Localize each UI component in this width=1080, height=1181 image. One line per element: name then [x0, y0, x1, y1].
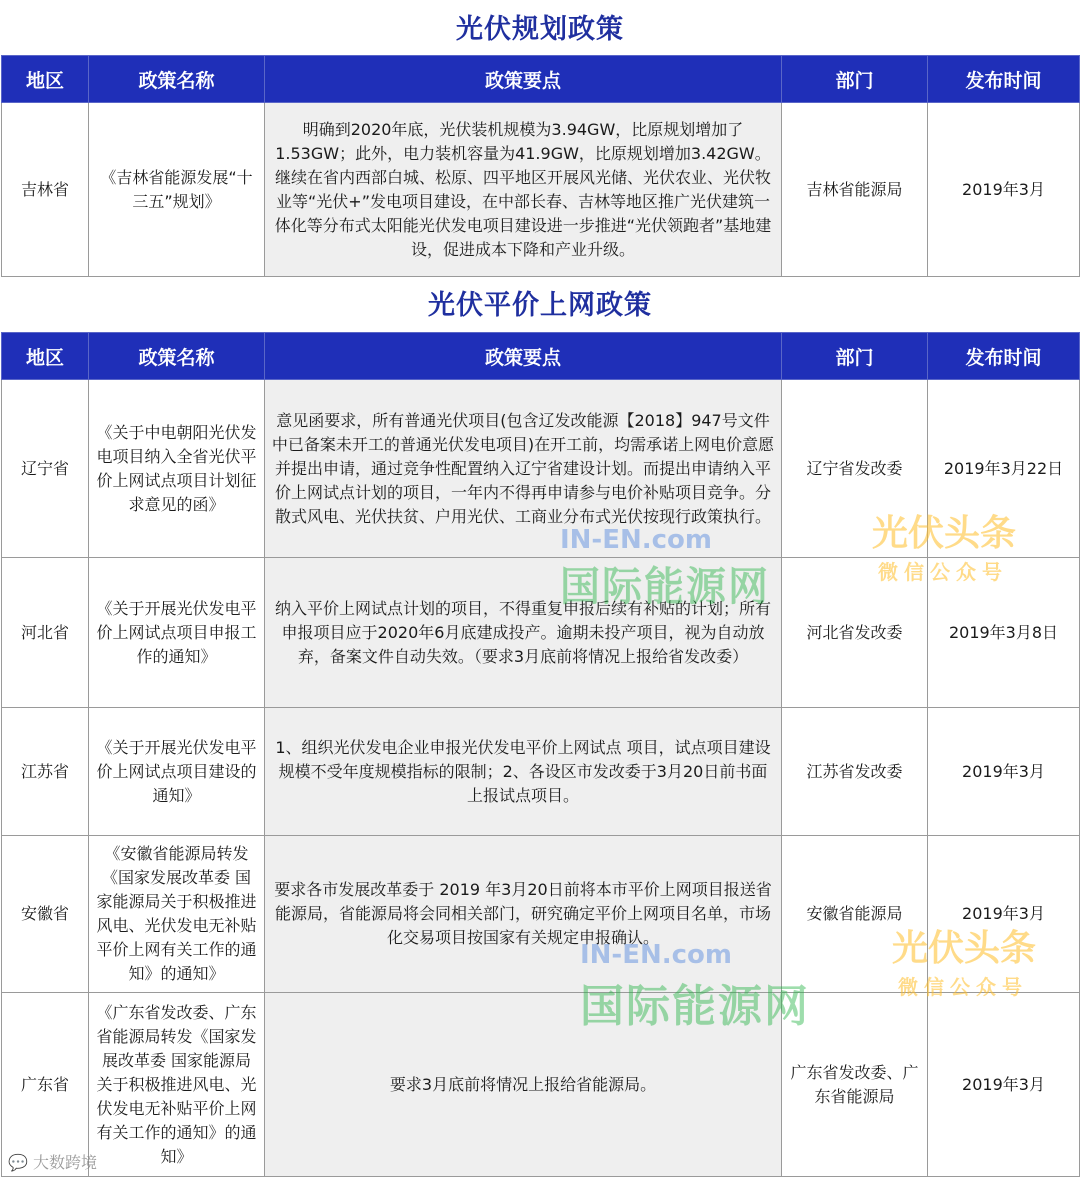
table-row [2, 836, 1080, 993]
cell-date: 2019年3月8日 [928, 558, 1080, 708]
table-row [2, 558, 1080, 708]
cell-department: 江苏省发改委 [782, 708, 928, 836]
header-region: 地区 [2, 56, 89, 103]
header-policy-points: 政策要点 [265, 56, 782, 103]
table-row [2, 380, 1080, 558]
cell-policy-points: 要求3月底前将情况上报给省能源局。 [265, 993, 782, 1177]
cell-department: 吉林省能源局 [782, 103, 928, 277]
cell-region: 安徽省 [2, 836, 89, 993]
table-row [2, 103, 1080, 277]
cell-policy-name: 《广东省发改委、广东省能源局转发《国家发展改革委 国家能源局关于积极推进风电、光伏发电无补贴平价上网有关工作的通知》的通知》 [89, 993, 265, 1177]
cell-date: 2019年3月22日 [928, 380, 1080, 558]
table-header-row [2, 333, 1080, 380]
cell-policy-name: 《关于开展光伏发电平价上网试点项目建设的通知》 [89, 708, 265, 836]
watermark-brand: 光伏头条 [892, 928, 1037, 969]
cell-date: 2019年3月 [928, 993, 1080, 1177]
header-policy-name: 政策名称 [89, 333, 265, 380]
cell-policy-points: 意见函要求，所有普通光伏项目(包含辽发改能源【2018】947号文件中已备案未开工的普通光伏发电项目)在开工前，均需承诺上网电价意愿并提出申请，通过竞争性配置纳入辽宁省建设计划。而提出申请纳入平价上网试点计划的项目，一年内不得再申请参与电价补贴项目竞争。分散式风电、光伏扶贫、户用光伏、工商业分布式光伏按现行政策执行。 [265, 380, 782, 558]
section-title-grid-parity: 光伏平价上网政策 [428, 290, 652, 321]
header-region: 地区 [2, 333, 89, 380]
cell-policy-points: 明确到2020年底，光伏装机规模为3.94GW，比原规划增加了1.53GW；此外，电力装机容量为41.9GW，比原规划增加3.42GW。继续在省内西部白城、松原、四平地区开展风光储、光伏农业、光伏牧业等“光伏+”发电项目建设，在中部长春、吉林等地区推广光伏建筑一体化等分布式太阳能光伏发电项目建设进一步推进“光伏领跑者”基地建设，促进成本下降和产业升级。 [265, 103, 782, 277]
watermark-site-en: IN-EN.com [560, 525, 712, 555]
cell-date: 2019年3月 [928, 103, 1080, 277]
table-header-row [2, 56, 1080, 103]
cell-date: 2019年3月 [928, 708, 1080, 836]
cell-policy-name: 《安徽省能源局转发《国家发展改革委 国家能源局关于积极推进风电、光伏发电无补贴平价上网有关工作的通知》的通知》 [89, 836, 265, 993]
cell-region: 辽宁省 [2, 380, 89, 558]
cell-policy-points: 要求各市发展改革委于 2019 年3月20日前将本市平价上网项目报送省能源局，省能源局将会同相关部门，研究确定平价上网项目名单，市场化交易项目按国家有关规定申报确认。 [265, 836, 782, 993]
watermark-site-en: IN-EN.com [580, 940, 732, 970]
watermark-brand-sub: 微信公众号 [878, 560, 1008, 584]
watermark-site-cn: 国际能源网 [560, 564, 770, 610]
cell-department: 辽宁省发改委 [782, 380, 928, 558]
header-date: 发布时间 [928, 56, 1080, 103]
cell-policy-name: 《关于开展光伏发电平价上网试点项目申报工作的通知》 [89, 558, 265, 708]
cell-region: 广东省 [2, 993, 89, 1177]
header-policy-points: 政策要点 [265, 333, 782, 380]
cell-date: 2019年3月 [928, 836, 1080, 993]
planning-policy-table [1, 55, 1080, 277]
grid-parity-policy-table [1, 332, 1080, 1177]
watermark-site-cn: 国际能源网 [580, 981, 810, 1032]
header-policy-name: 政策名称 [89, 56, 265, 103]
watermark-brand-sub: 微信公众号 [898, 975, 1028, 999]
cell-department: 河北省发改委 [782, 558, 928, 708]
cell-policy-name: 《关于中电朝阳光伏发电项目纳入全省光伏平价上网试点项目计划征求意见的函》 [89, 380, 265, 558]
section-title-planning: 光伏规划政策 [456, 14, 624, 45]
table-row [2, 708, 1080, 836]
cell-department: 安徽省能源局 [782, 836, 928, 993]
watermark-corner-text: 大数跨境 [33, 1153, 98, 1172]
header-department: 部门 [782, 56, 928, 103]
cell-region: 河北省 [2, 558, 89, 708]
cell-policy-points: 1、组织光伏发电企业申报光伏发电平价上网试点 项目，试点项目建设规模不受年度规模指标的限制；2、各设区市发改委于3月20日前书面上报试点项目。 [265, 708, 782, 836]
table-row [2, 993, 1080, 1177]
watermark-brand: 光伏头条 [872, 513, 1017, 554]
cell-region: 江苏省 [2, 708, 89, 836]
header-date: 发布时间 [928, 333, 1080, 380]
cell-policy-name: 《吉林省能源发展“十三五”规划》 [89, 103, 265, 277]
cell-policy-points: 纳入平价上网试点计划的项目，不得重复申报后续有补贴的计划；所有申报项目应于2020年6月底建成投产。逾期未投产项目，视为自动放弃，备案文件自动失效。（要求3月底前将情况上报给省发改委） [265, 558, 782, 708]
chat-bubble-icon: 💬 [8, 1153, 28, 1172]
cell-region: 吉林省 [2, 103, 89, 277]
cell-department: 广东省发改委、广东省能源局 [782, 993, 928, 1177]
header-department: 部门 [782, 333, 928, 380]
